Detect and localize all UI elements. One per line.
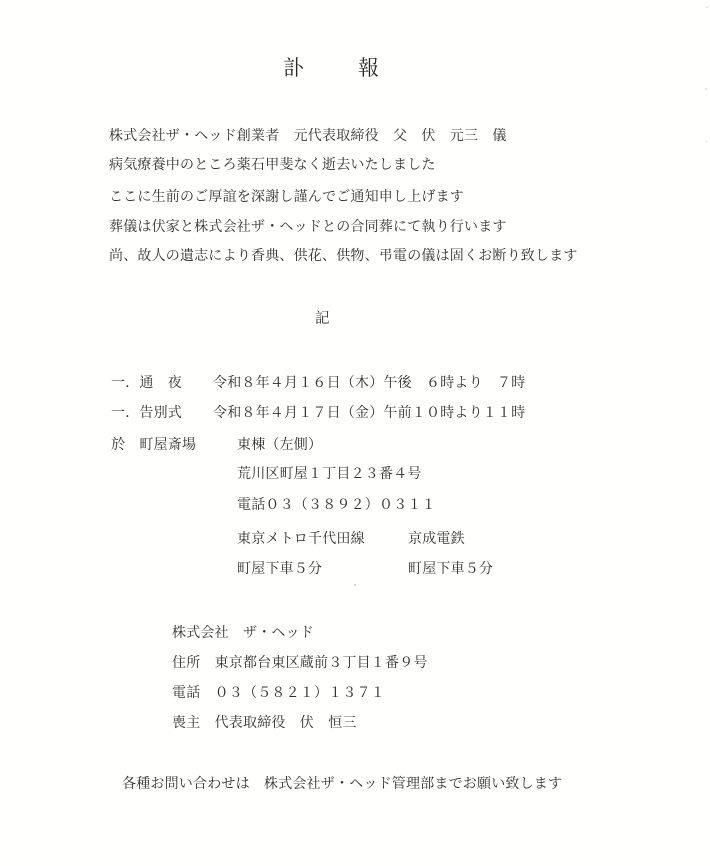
declining-offerings-line: 尚、故人の遺志により香典、供花、供物、弔電の儀は固くお断り致します [109,248,578,264]
company-phone: 電話 ０３（５８２１）１３７１ [172,685,385,701]
inquiry-footer: 各種お問い合わせは 株式会社ザ・ヘッド管理部までお願い致します [122,776,563,792]
company-name: 株式会社 ザ・ヘッド [172,625,314,641]
joint-funeral-line: 葬儀は伏家と株式会社ザ・ヘッドとの合同葬にて執り行います [109,219,507,235]
venue-label: 於 町屋斎場 [111,437,197,453]
title-char-right: 報 [358,56,379,80]
section-marker-ki: 記 [315,311,330,327]
scan-artifact-edge-1 [706,6,708,8]
scan-artifact-dot [354,584,356,586]
wake-datetime: 令和８年４月１６日（木）午後 ６時より ７時 [213,375,526,391]
metro-station-walk: 町屋下車５分 [237,561,323,577]
venue-phone: 電話０３（３８９２）０３１１ [237,497,436,513]
deceased-announcement-line: 株式会社ザ・ヘッド創業者 元代表取締役 父 伏 元三 儀 [109,128,507,144]
scan-artifact-edge-2 [705,88,707,90]
farewell-label: 一．告別式 [111,405,182,421]
wake-label: 一．通 夜 [111,375,182,391]
company-address: 住所 東京都台東区蔵前３丁目１番９号 [172,655,428,671]
venue-building: 東棟（左側） [237,437,323,453]
keisei-station-walk: 町屋下車５分 [408,561,494,577]
keisei-line-name: 京成電鉄 [408,531,465,547]
metro-line-name: 東京メトロ千代田線 [237,531,365,547]
passing-line: 病気療養中のところ薬石甲斐なく逝去いたしました [109,157,436,173]
farewell-datetime: 令和８年４月１７日（金）午前１０時より１１時 [213,405,526,421]
chief-mourner: 喪主 代表取締役 伏 恒三 [172,715,357,731]
venue-address: 荒川区町屋１丁目２３番４号 [237,466,422,482]
title-char-left: 訃 [283,56,304,80]
scan-artifact-edge-3 [706,140,707,143]
gratitude-line: ここに生前のご厚誼を深謝し謹んでご通知申し上げます [109,189,464,205]
